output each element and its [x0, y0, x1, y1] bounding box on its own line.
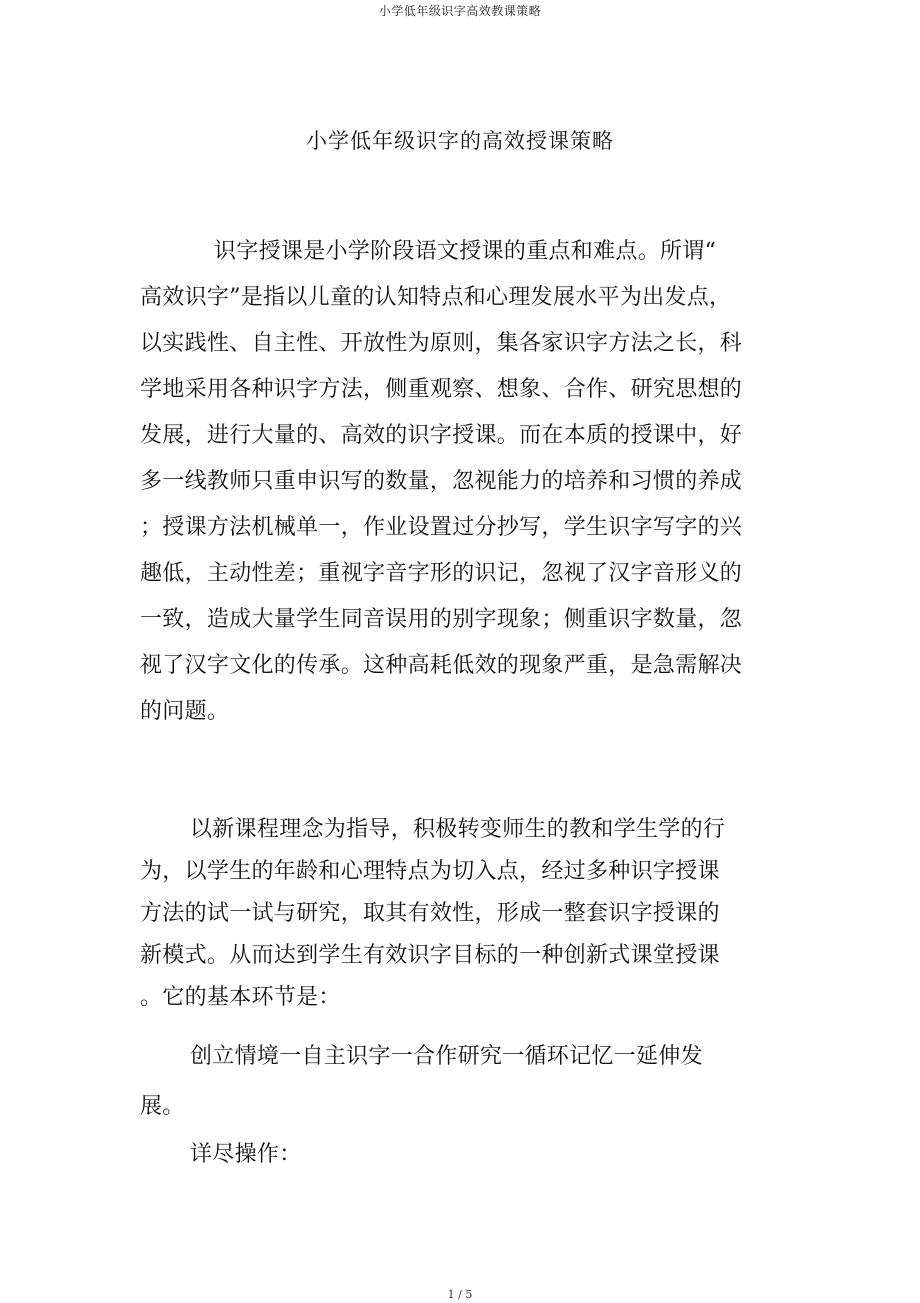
paragraph-1-line-10: 视了汉字文化的传承。这种高耗低效的现象严重，是急需解决 — [140, 653, 743, 678]
page-number: 1 / 5 — [447, 1288, 473, 1301]
paragraph-1-line-6: 多一线教师只重申识写的数量，忽视能力的培养和习惯的养成 — [140, 469, 743, 494]
paragraph-1-line-5: 发展，进行大量的、高效的识字授课。而在本质的授课中，好 — [140, 423, 743, 448]
paragraph-2-line-3: 方法的试一试与研究，取其有效性，形成一整套识字授课的 — [140, 901, 720, 926]
paragraph-1-line-9: 一致，造成大量学生同音误用的别字现象；侧重识字数量，忽 — [140, 607, 743, 632]
paragraph-1-line-7: ；授课方法机械单一，作业设置过分抄写，学生识字写字的兴 — [140, 515, 743, 540]
paragraph-4-line-1: 详尽操作： — [190, 1142, 302, 1167]
paragraph-2-line-4: 新模式。从而达到学生有效识字目标的一种创新式课堂授课 — [140, 943, 720, 968]
paragraph-1-line-8: 趣低，主动性差；重视字音字形的识记，忽视了汉字音形义的 — [140, 561, 743, 586]
paragraph-1-line-4: 学地采用各种识字方法，侧重观察、想象、合作、研究思想的 — [140, 377, 743, 402]
paragraph-2-line-1: 以新课程理念为指导，积极转变师生的教和学生学的行 — [190, 817, 726, 842]
paragraph-1-line-1: 识字授课是小学阶段语文授课的重点和难点。所谓“ — [214, 239, 717, 264]
document-title: 小学低年级识字的高效授课策略 — [306, 129, 614, 153]
paragraph-3-line-1: 创立情境一自主识字一合作研究一循环记忆一延伸发 — [190, 1044, 703, 1069]
paragraph-1-line-2: 高效识字”是指以儿童的认知特点和心理发展水平为出发点， — [140, 285, 732, 310]
running-header: 小学低年级识字高效教课策略 — [378, 4, 542, 18]
paragraph-3-line-2: 展。 — [140, 1094, 185, 1119]
paragraph-2-line-2: 为，以学生的年龄和心理特点为切入点，经过多种识字授课 — [140, 859, 720, 884]
paragraph-1-line-11: 的问题。 — [140, 699, 230, 724]
paragraph-2-line-5: 。它的基本环节是： — [140, 985, 341, 1010]
paragraph-1-line-3: 以实践性、自主性、开放性为原则，集各家识字方法之长，科 — [140, 331, 743, 356]
